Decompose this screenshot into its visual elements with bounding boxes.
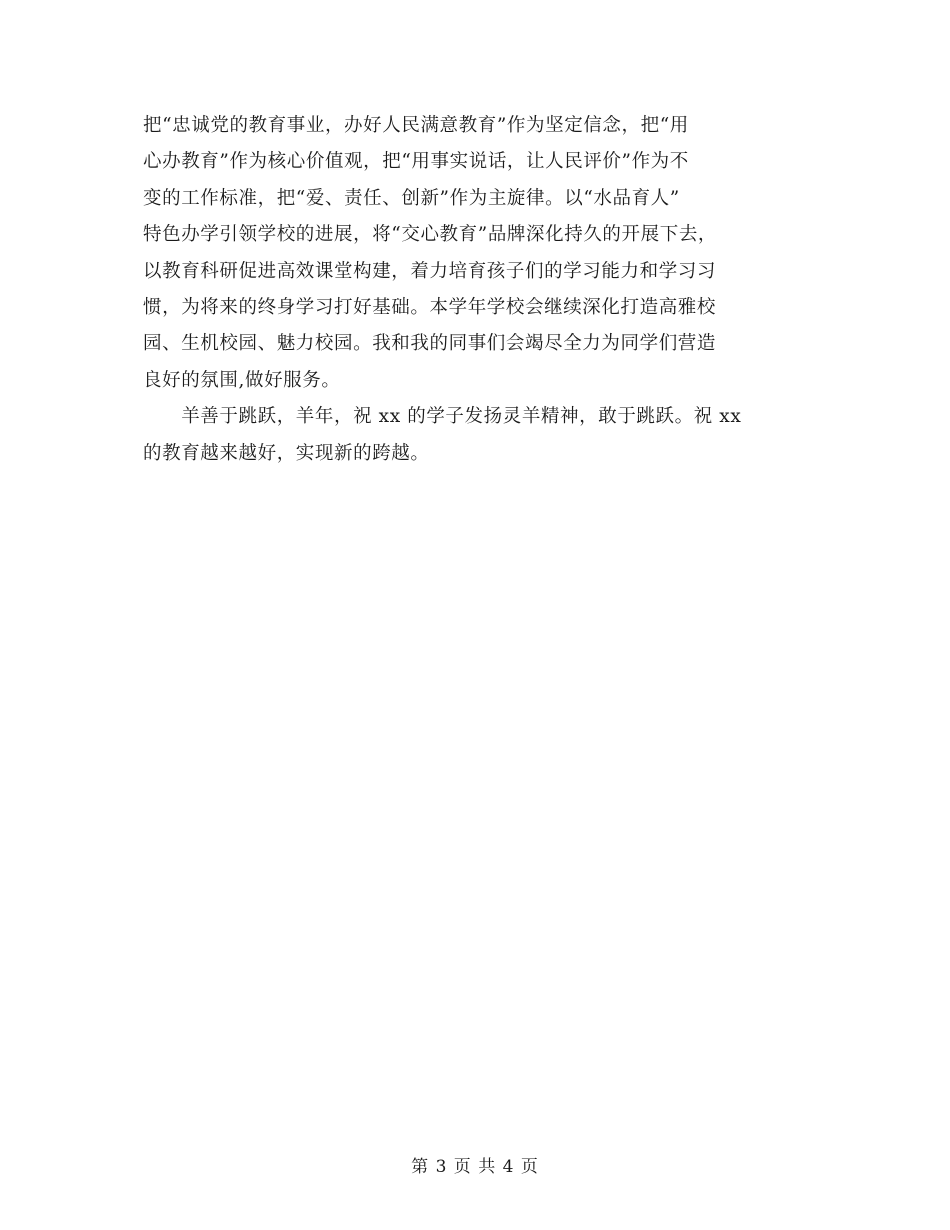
- text-line: 特色办学引领学校的进展，将“交心教育”品牌深化持久的开展下去，: [143, 224, 718, 246]
- text-line: 心办教育”作为核心价值观，把“用事实说话，让人民评价”作为不: [143, 151, 689, 173]
- text-line: 的教育越来越好，实现新的跨越。: [143, 442, 430, 464]
- text-line: 以教育科研促进高效课堂构建，着力培育孩子们的学习能力和学习习: [143, 260, 717, 282]
- text-line: 惯，为将来的终身学习打好基础。本学年学校会继续深化打造高雅校: [143, 296, 717, 318]
- text-line: 良好的氛围,做好服务。: [143, 369, 341, 391]
- text-line: 羊善于跳跃，羊年，祝 xx 的学子发扬灵羊精神，敢于跳跃。祝 xx: [143, 406, 742, 428]
- paragraph-2: [143, 399, 813, 472]
- text-line: 变的工作标准，把“爱、责任、创新”作为主旋律。以“水品育人”: [143, 187, 680, 209]
- paragraph-1: [143, 108, 813, 399]
- page-number-footer: 第 3 页 共 4 页: [411, 1157, 539, 1177]
- text-line: 把“忠诚党的教育事业，办好人民满意教育”作为坚定信念，把“用: [143, 115, 689, 136]
- text-line: 园、生机校园、魅力校园。我和我的同事们会竭尽全力为同学们营造: [143, 333, 717, 355]
- document-body: [143, 108, 813, 472]
